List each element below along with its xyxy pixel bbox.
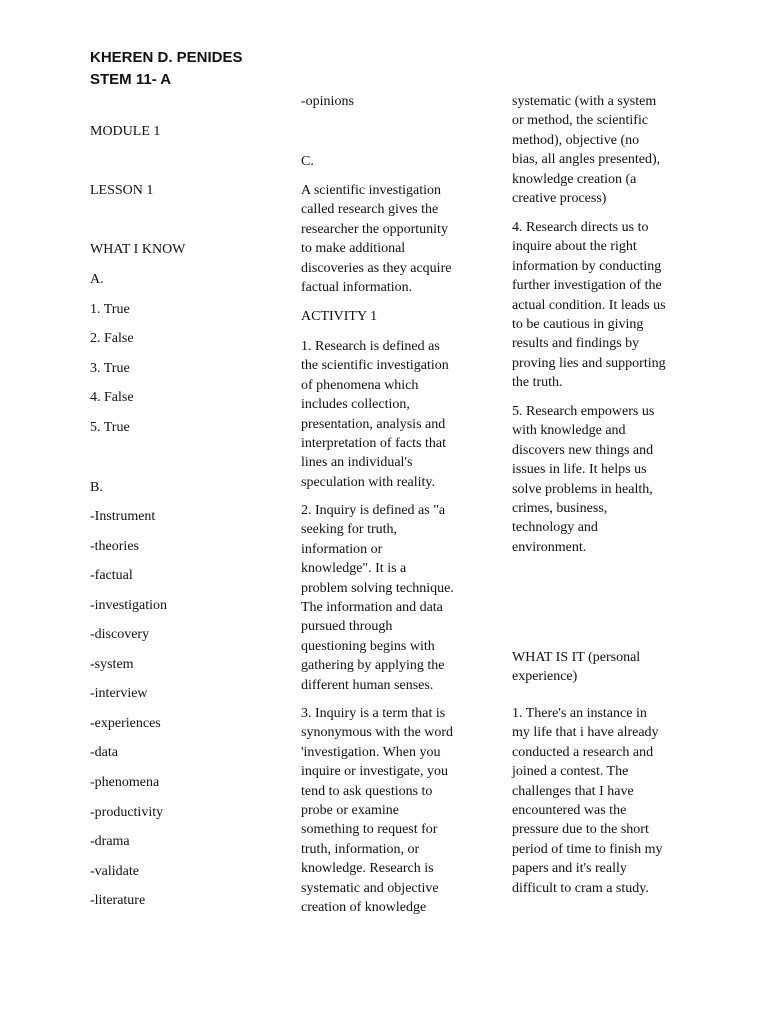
text-line: to be cautious in giving: [512, 317, 644, 333]
answer-b-6: -system: [90, 657, 134, 672]
answer-b-12: -drama: [90, 834, 130, 849]
answer-b-1: -Instrument: [90, 509, 156, 524]
text-line: truth, information, or: [301, 841, 420, 857]
text-line: the truth.: [512, 375, 563, 391]
text-line: something to request for: [301, 822, 438, 838]
activity-heading: ACTIVITY 1: [301, 309, 378, 324]
text-line: knowledge". It is a: [301, 561, 407, 577]
what-is-it-heading: [512, 648, 640, 687]
answer-a-1: 1. True: [90, 302, 130, 317]
activity-item-5: [512, 402, 654, 557]
text-line: questioning begins with: [301, 638, 435, 654]
text-line: the scientific investigation: [301, 358, 449, 374]
answer-b-14: -literature: [90, 893, 146, 908]
answer-a-4: 4. False: [90, 390, 134, 405]
text-line: synonymous with the word: [301, 725, 454, 741]
text-line: information by conducting: [512, 258, 662, 274]
text-line: WHAT IS IT (personal: [512, 650, 641, 665]
student-name: KHEREN D. PENIDES: [90, 49, 243, 66]
part-b-label: B.: [90, 480, 103, 495]
activity-item-1: [301, 337, 449, 492]
text-line: 1. Research is defined as: [301, 339, 440, 354]
text-line: 1. There's an instance in: [512, 706, 647, 721]
activity-item-4: [512, 218, 666, 393]
text-line: knowledge. Research is: [301, 861, 434, 877]
text-line: 5. Research empowers us: [512, 404, 655, 419]
text-line: gathering by applying the: [301, 658, 445, 674]
text-line: to make additional: [301, 241, 406, 257]
answer-b-10: -phenomena: [90, 775, 160, 790]
item-3-continued: [512, 92, 660, 208]
text-line: interpretation of facts that: [301, 436, 446, 452]
text-line: presentation, analysis and: [301, 416, 446, 432]
text-line: inquire or investigate, you: [301, 764, 448, 780]
answer-b-4: -investigation: [90, 598, 167, 613]
text-line: 2. Inquiry is defined as "a: [301, 503, 446, 518]
answer-a-3: 3. True: [90, 361, 130, 376]
student-section: STEM 11- A: [90, 71, 172, 88]
text-line: difficult to cram a study.: [512, 880, 649, 896]
text-line: actual condition. It leads us: [512, 297, 666, 313]
text-line: speculation with reality.: [301, 474, 435, 490]
text-line: technology and: [512, 520, 598, 536]
text-line: systematic (with a system: [512, 94, 657, 109]
part-c-paragraph: [301, 181, 451, 297]
answer-b-3: -factual: [90, 568, 133, 583]
what-is-it-item-1: [512, 704, 662, 898]
text-line: discovers new things and: [512, 442, 654, 458]
text-line: A scientific investigation: [301, 183, 441, 198]
text-line: period of time to finish my: [512, 841, 663, 857]
text-line: inquire about the right: [512, 239, 637, 255]
answer-b-13: -validate: [90, 864, 139, 879]
text-line: encountered was the: [512, 803, 627, 819]
text-line: factual information.: [301, 280, 413, 296]
text-line: crimes, business,: [512, 501, 608, 517]
text-line: tend to ask questions to: [301, 783, 433, 799]
text-line: The information and data: [301, 600, 443, 616]
text-line: 3. Inquiry is a term that is: [301, 706, 446, 721]
text-line: information or: [301, 541, 383, 557]
text-line: joined a contest. The: [512, 764, 629, 780]
what-i-know-heading: WHAT I KNOW: [90, 242, 186, 257]
text-line: bias, all angles presented),: [512, 152, 661, 168]
text-line: seeking for truth,: [301, 522, 398, 538]
text-line: discoveries as they acquire: [301, 260, 452, 276]
text-line: solve problems in health,: [512, 481, 653, 497]
text-line: challenges that I have: [512, 783, 634, 799]
text-line: probe or examine: [301, 803, 399, 819]
text-line: my life that i have already: [512, 725, 659, 741]
module-heading: MODULE 1: [90, 124, 161, 139]
text-line: pursued through: [301, 619, 393, 635]
text-line: papers and it's really: [512, 861, 627, 877]
answer-b-7: -interview: [90, 686, 148, 701]
answer-a-5: 5. True: [90, 420, 130, 435]
text-line: knowledge creation (a: [512, 171, 637, 187]
answer-b-5: -discovery: [90, 627, 150, 642]
activity-item-3: [301, 704, 453, 917]
text-line: proving lies and supporting: [512, 355, 666, 371]
text-line: further investigation of the: [512, 278, 662, 294]
answer-b-9: -data: [90, 745, 118, 760]
text-line: or method, the scientific: [512, 113, 649, 129]
text-line: pressure due to the short: [512, 822, 649, 838]
student-header: [90, 47, 243, 91]
activity-item-2: [301, 501, 454, 695]
answer-b-15: -opinions: [301, 94, 354, 109]
text-line: method), objective (no: [512, 132, 640, 148]
text-line: with knowledge and: [512, 423, 626, 439]
text-line: experience): [512, 669, 578, 685]
text-line: results and findings by: [512, 336, 640, 352]
text-line: lines an individual's: [301, 455, 413, 471]
answer-b-2: -theories: [90, 539, 139, 554]
text-line: issues in life. It helps us: [512, 462, 647, 478]
lesson-heading: LESSON 1: [90, 183, 154, 198]
answer-b-8: -experiences: [90, 716, 161, 731]
text-line: 'investigation. When you: [301, 744, 441, 760]
text-line: conducted a research and: [512, 744, 654, 760]
text-line: different human senses.: [301, 677, 434, 693]
part-c-label: C.: [301, 154, 314, 169]
answer-b-11: -productivity: [90, 805, 164, 820]
answer-a-2: 2. False: [90, 331, 134, 346]
text-line: includes collection,: [301, 397, 410, 413]
text-line: environment.: [512, 539, 587, 555]
part-a-label: A.: [90, 272, 104, 287]
text-line: problem solving technique.: [301, 580, 454, 596]
text-line: systematic and objective: [301, 880, 439, 896]
text-line: researcher the opportunity: [301, 221, 448, 237]
text-line: creative process): [512, 191, 607, 207]
text-line: 4. Research directs us to: [512, 220, 649, 235]
text-line: creation of knowledge: [301, 900, 427, 916]
text-line: of phenomena which: [301, 377, 419, 393]
text-line: called research gives the: [301, 202, 439, 218]
